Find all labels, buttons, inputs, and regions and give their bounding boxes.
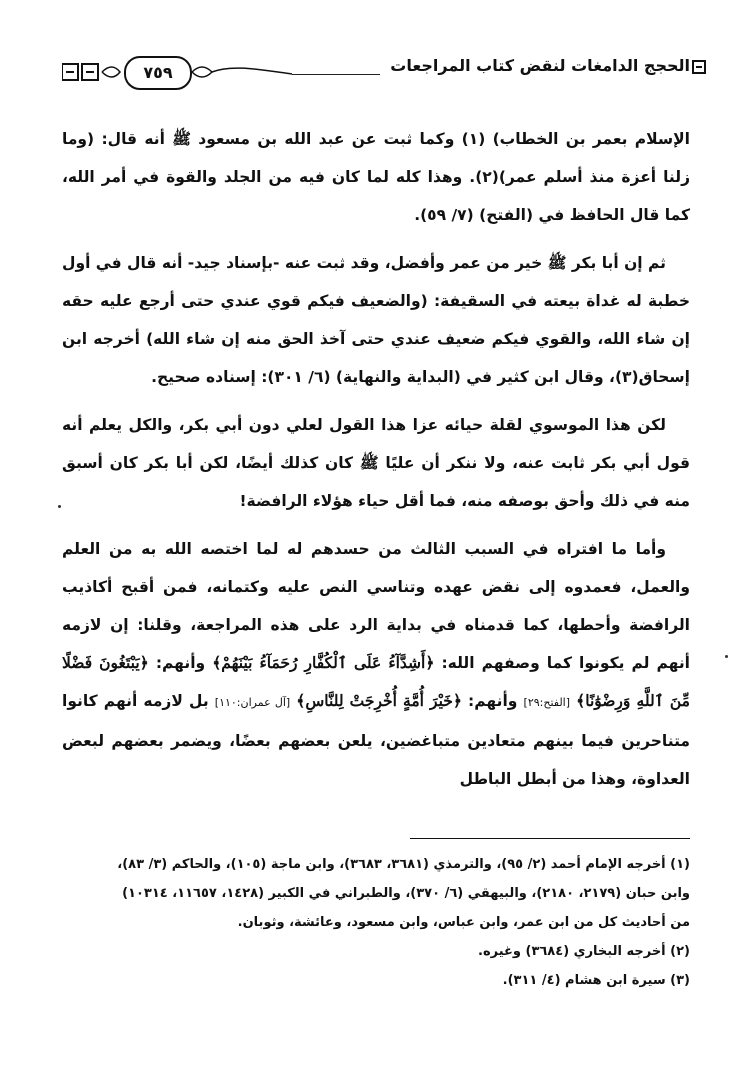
footnote-1-line-2: وابن حبان (٢١٧٩، ٢١٨٠)، والبيهقي (٦/ ٣٧٠)، والطبراني في الكبير (١٤٢٨، ١١٦٥٧، ١٠٣١٤) [122, 886, 690, 901]
header-bullet-icon [692, 60, 706, 74]
quran-verse-3: ﴿خَيْرَ أُمَّةٍ أُخْرِجَتْ لِلنَّاسِ﴾ [296, 691, 462, 710]
paragraph-4-text-a: وأما ما افتراه في السبب الثالث من حسدهم له لما اختصه الله به من العلم والعمل، فعمدوه إلى نقض عهده وتناسي النص عليه وكتمانه، فمن أقبح أكاذيب الرافضة وأحطها، كما قدمناه في بداية الرد على هذه المراجعة، وقلنا: إن لازمه أنهم لم يكونوا كما وصفهم الله: [62, 540, 690, 672]
quran-reference-1: [الفتح:٢٩] [523, 696, 571, 709]
paragraph-1: الإسلام بعمر بن الخطاب) (١) وكما ثبت عن عبد الله بن مسعود ﷺ أنه قال: (وما زلنا أعزة منذ أسلم عمر)(٢). وهذا كله لما كان فيه من الجلد والقوة في أمر الله، كما قال الحافظ في (الفتح) (٧/ ٥٩). [62, 130, 690, 224]
footnote-1-line-1: (١) أخرجه الإمام أحمد (٢/ ٩٥)، والترمذي (٣٦٨١، ٣٦٨٣)، وابن ماجة (١٠٥)، والحاكم (٣/ ٨٣)، [117, 857, 690, 872]
scan-speck [58, 505, 61, 508]
paragraph-4 [62, 530, 690, 798]
footnote-3: (٣) سيرة ابن هشام (٤/ ٣١١). [502, 973, 690, 988]
scan-speck [725, 655, 728, 658]
footnotes [62, 850, 690, 995]
book-title: الحجج الدامغات لنقض كتاب المراجعات [380, 56, 690, 75]
paragraph-4-text-b: وأنهم: [155, 654, 206, 672]
footnote-2: (٢) أخرجه البخاري (٣٦٨٤) وغيره. [478, 944, 690, 959]
main-text [62, 120, 690, 808]
page-number-ornament [62, 56, 292, 92]
page-header [62, 52, 690, 96]
quran-verse-2: ﴿يَبْتَغُونَ فَضْلًا مِّنَ ٱللَّهِ وَرِضْوَٰنًا﴾ [62, 653, 690, 710]
footnote-1-line-3: من أحاديث كل من ابن عمر، وابن عباس، وابن مسعود، وعائشة، وثوبان. [237, 915, 690, 930]
paragraph-4-text-c: وأنهم: [468, 692, 518, 710]
quran-reference-2: [آل عمران:١١٠] [214, 696, 291, 709]
page-number: ٧٥٩ [124, 56, 192, 90]
paragraph-2: ثم إن أبا بكر ﷺ خير من عمر وأفضل، وقد ثبت عنه -بإسناد جيد- أنه قال في أول خطبة له غداة بيعته في السقيفة: (والضعيف فيكم قوي عندي حتى أرجع عليه حقه إن شاء الله، والقوي فيكم ضعيف عندي حتى آخذ الحق منه إن شاء الله) أخرجه ابن إسحاق(٣)، وقال ابن كثير في (البداية والنهاية) (٦/ ٣٠١): إسناده صحيح. [62, 254, 690, 386]
footnote-rule [410, 838, 690, 839]
paragraph-3: لكن هذا الموسوي لقلة حيائه عزا هذا القول لعلي دون أبي بكر، والكل يعلم أنه قول أبي بكر ثابت عنه، ولا ننكر أن عليًا ﷺ كان كذلك أيضًا، لكن أبا بكر كان أسبق منه في ذلك وأحق بوصفه منه، فما أقل حياء هؤلاء الرافضة! [62, 416, 690, 510]
quran-verse-1: ﴿أَشِدَّآءُ عَلَى ٱلْكُفَّارِ رُحَمَآءُ بَيْنَهُمْ﴾ [212, 653, 435, 672]
paragraph-4-text-d: بل لازمه أنهم كانوا متناحرين فيما بينهم متعادين متباغضين، يلعن بعضهم بعضًا، ويضمر بعضهم لبعض العداوة، وهذا من أبطل الباطل [62, 692, 690, 788]
